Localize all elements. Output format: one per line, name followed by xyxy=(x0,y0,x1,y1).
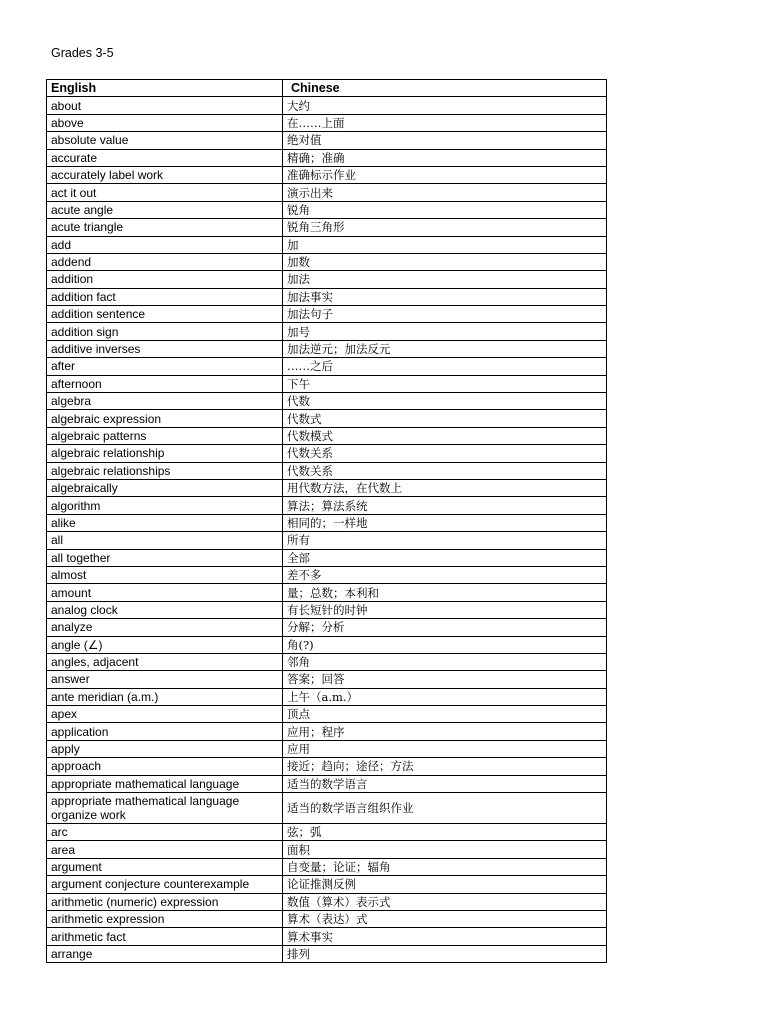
table-row xyxy=(47,775,607,792)
english-term: apply xyxy=(47,740,283,757)
english-term: apex xyxy=(47,706,283,723)
table-row xyxy=(47,549,607,566)
english-term: acute triangle xyxy=(47,219,283,236)
english-term: area xyxy=(47,841,283,858)
chinese-term: 准确标示作业 xyxy=(283,166,607,183)
english-term: argument xyxy=(47,858,283,875)
table-row xyxy=(47,893,607,910)
english-term: add xyxy=(47,236,283,253)
table-row xyxy=(47,479,607,496)
english-term: all together xyxy=(47,549,283,566)
table-row xyxy=(47,566,607,583)
chinese-term: 数值（算术）表示式 xyxy=(283,893,607,910)
chinese-term: 代数模式 xyxy=(283,427,607,444)
table-row xyxy=(47,340,607,357)
chinese-term: 所有 xyxy=(283,532,607,549)
chinese-term: 用代数方法，在代数上 xyxy=(283,479,607,496)
chinese-term: 代数式 xyxy=(283,410,607,427)
chinese-term: 算法；算法系统 xyxy=(283,497,607,514)
english-term: amount xyxy=(47,584,283,601)
table-row xyxy=(47,97,607,114)
chinese-term: 分解；分析 xyxy=(283,619,607,636)
chinese-term: 自变量；论证；辐角 xyxy=(283,858,607,875)
chinese-term: 量；总数；本利和 xyxy=(283,584,607,601)
english-term: algebra xyxy=(47,393,283,410)
table-row xyxy=(47,462,607,479)
table-row xyxy=(47,358,607,375)
table-row xyxy=(47,427,607,444)
english-term: act it out xyxy=(47,184,283,201)
english-term: angles, adjacent xyxy=(47,653,283,670)
table-row xyxy=(47,945,607,962)
chinese-term: 接近；趋向；途径；方法 xyxy=(283,758,607,775)
header-english: English xyxy=(47,80,283,97)
english-term: above xyxy=(47,114,283,131)
table-row xyxy=(47,375,607,392)
chinese-term: 精确；准确 xyxy=(283,149,607,166)
english-term: arc xyxy=(47,824,283,841)
chinese-term: 加法事实 xyxy=(283,288,607,305)
table-row xyxy=(47,393,607,410)
english-term: ante meridian (a.m.) xyxy=(47,688,283,705)
english-term: angle (∠) xyxy=(47,636,283,653)
chinese-term: 排列 xyxy=(283,945,607,962)
english-term: alike xyxy=(47,514,283,531)
table-row xyxy=(47,793,607,824)
english-term: application xyxy=(47,723,283,740)
english-term: algebraic patterns xyxy=(47,427,283,444)
table-row xyxy=(47,306,607,323)
english-term: arithmetic (numeric) expression xyxy=(47,893,283,910)
chinese-term: 绝对值 xyxy=(283,132,607,149)
english-term: accurately label work xyxy=(47,166,283,183)
english-term: addition sentence xyxy=(47,306,283,323)
english-term: almost xyxy=(47,566,283,583)
table-header-row xyxy=(47,80,607,97)
table-row xyxy=(47,166,607,183)
chinese-term: 差不多 xyxy=(283,566,607,583)
english-term: answer xyxy=(47,671,283,688)
chinese-term: 全部 xyxy=(283,549,607,566)
chinese-term: 加 xyxy=(283,236,607,253)
chinese-term: 加数 xyxy=(283,253,607,270)
table-row xyxy=(47,876,607,893)
table-row xyxy=(47,928,607,945)
english-term: additive inverses xyxy=(47,340,283,357)
table-row xyxy=(47,910,607,927)
chinese-term: 应用；程序 xyxy=(283,723,607,740)
grade-label: Grades 3-5 xyxy=(51,46,114,60)
chinese-term: 邻角 xyxy=(283,653,607,670)
english-term: after xyxy=(47,358,283,375)
chinese-term: 在……上面 xyxy=(283,114,607,131)
table-row xyxy=(47,723,607,740)
chinese-term: 应用 xyxy=(283,740,607,757)
table-row xyxy=(47,671,607,688)
table-row xyxy=(47,236,607,253)
chinese-term: 答案；回答 xyxy=(283,671,607,688)
table-row xyxy=(47,253,607,270)
english-term: algebraic expression xyxy=(47,410,283,427)
english-term: approach xyxy=(47,758,283,775)
table-row xyxy=(47,184,607,201)
chinese-term: 算术（表达）式 xyxy=(283,910,607,927)
table-row xyxy=(47,706,607,723)
chinese-term: 顶点 xyxy=(283,706,607,723)
english-term: addition xyxy=(47,271,283,288)
chinese-term: 角(?) xyxy=(283,636,607,653)
table-row xyxy=(47,219,607,236)
english-term: arithmetic fact xyxy=(47,928,283,945)
english-term: analog clock xyxy=(47,601,283,618)
table-body xyxy=(47,97,607,963)
english-term: all xyxy=(47,532,283,549)
table-row xyxy=(47,410,607,427)
glossary-table xyxy=(46,79,607,963)
english-term: appropriate mathematical language organize work xyxy=(47,793,283,824)
english-term: afternoon xyxy=(47,375,283,392)
english-term: algebraic relationships xyxy=(47,462,283,479)
chinese-term: 加号 xyxy=(283,323,607,340)
chinese-term: ……之后 xyxy=(283,358,607,375)
table-row xyxy=(47,740,607,757)
table-row xyxy=(47,858,607,875)
table-row xyxy=(47,758,607,775)
english-term: accurate xyxy=(47,149,283,166)
table-row xyxy=(47,532,607,549)
chinese-term: 面积 xyxy=(283,841,607,858)
english-term: argument conjecture counterexample xyxy=(47,876,283,893)
chinese-term: 加法 xyxy=(283,271,607,288)
chinese-term: 加法句子 xyxy=(283,306,607,323)
english-term: acute angle xyxy=(47,201,283,218)
english-term: arrange xyxy=(47,945,283,962)
english-term: algebraic relationship xyxy=(47,445,283,462)
chinese-term: 相同的；一样地 xyxy=(283,514,607,531)
chinese-term: 演示出来 xyxy=(283,184,607,201)
table-row xyxy=(47,132,607,149)
chinese-term: 上午（a.m.） xyxy=(283,688,607,705)
english-term: analyze xyxy=(47,619,283,636)
table-row xyxy=(47,601,607,618)
table-row xyxy=(47,688,607,705)
table-row xyxy=(47,288,607,305)
chinese-term: 加法逆元；加法反元 xyxy=(283,340,607,357)
table-row xyxy=(47,636,607,653)
chinese-term: 下午 xyxy=(283,375,607,392)
table-row xyxy=(47,323,607,340)
english-term: about xyxy=(47,97,283,114)
chinese-term: 锐角 xyxy=(283,201,607,218)
table-row xyxy=(47,824,607,841)
chinese-term: 锐角三角形 xyxy=(283,219,607,236)
table-row xyxy=(47,271,607,288)
english-term: absolute value xyxy=(47,132,283,149)
chinese-term: 代数关系 xyxy=(283,445,607,462)
table-row xyxy=(47,149,607,166)
table-row xyxy=(47,201,607,218)
english-term: addend xyxy=(47,253,283,270)
table-row xyxy=(47,114,607,131)
chinese-term: 算术事实 xyxy=(283,928,607,945)
english-term: algebraically xyxy=(47,479,283,496)
chinese-term: 弦；弧 xyxy=(283,824,607,841)
chinese-term: 适当的数学语言组织作业 xyxy=(283,793,607,824)
header-chinese: Chinese xyxy=(283,80,607,97)
table-row xyxy=(47,841,607,858)
chinese-term: 论证推测反例 xyxy=(283,876,607,893)
english-term: arithmetic expression xyxy=(47,910,283,927)
table-row xyxy=(47,514,607,531)
table-row xyxy=(47,584,607,601)
chinese-term: 代数关系 xyxy=(283,462,607,479)
table-row xyxy=(47,497,607,514)
english-term: addition sign xyxy=(47,323,283,340)
english-term: appropriate mathematical language xyxy=(47,775,283,792)
chinese-term: 适当的数学语言 xyxy=(283,775,607,792)
table-row xyxy=(47,653,607,670)
table-row xyxy=(47,445,607,462)
chinese-term: 代数 xyxy=(283,393,607,410)
chinese-term: 有长短针的时钟 xyxy=(283,601,607,618)
chinese-term: 大约 xyxy=(283,97,607,114)
english-term: addition fact xyxy=(47,288,283,305)
table-row xyxy=(47,619,607,636)
english-term: algorithm xyxy=(47,497,283,514)
